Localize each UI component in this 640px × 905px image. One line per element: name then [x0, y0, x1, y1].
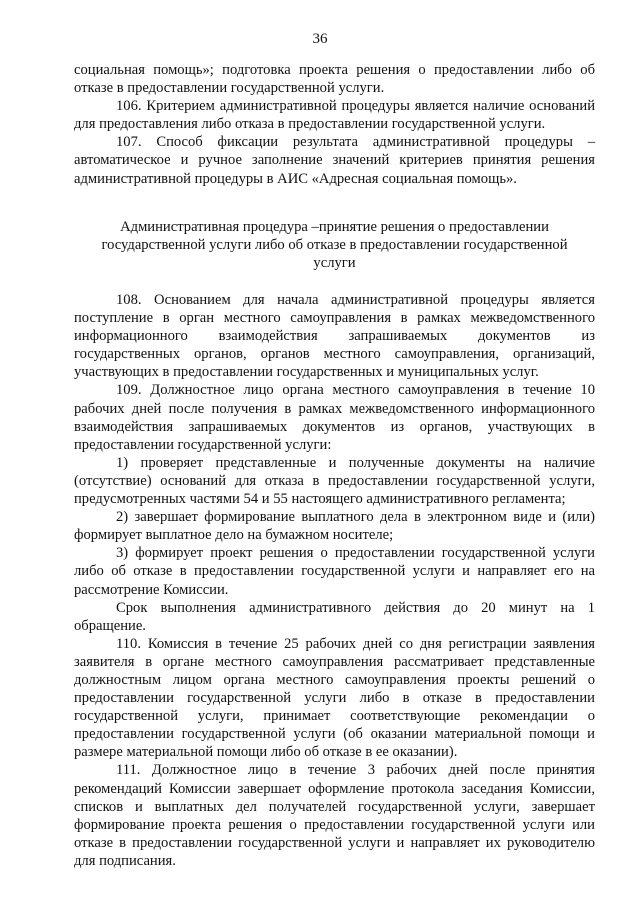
list-item-2: 2) завершает формирование выплатного дела в электронном виде и (или) формирует выплатное дело на бумажном носителе; [74, 509, 595, 544]
text-block-bottom [74, 291, 595, 870]
section-heading-line-1: Административная процедура –принятие решения о предоставлении [120, 219, 549, 235]
list-item-1: 1) проверяет представленные и полученные документы на наличие (отсутствие) оснований для отказа в предоставлении государственной услуги, предусмотренных частями 54 и 55 настоящего административного регламента; [74, 454, 595, 508]
paragraph-109: 109. Должностное лицо органа местного самоуправления в течение 10 рабочих дней после получения в рамках межведомственного информационного взаимодействия запрашиваемых документов из органов, участвующих в предоставлении государственной услуги: [74, 382, 595, 453]
paragraph-111: 111. Должностное лицо в течение 3 рабочих дней после принятия рекомендаций Комиссии завершает оформление протокола заседания Комиссии, списков и выплатных дел получателей государственной услуги, завершает формирование проекта решения о предоставлении государственной услуги или отказе в предоставлении государственной услуги и направляет их руководителю для подписания. [74, 762, 595, 869]
paragraph-107: 107. Способ фиксации результата административной процедуры – автоматическое и ручное заполнение значений критериев принятия решения административной процедуры в АИС «Адресная социальная помощь». [74, 134, 595, 187]
paragraph-108: 108. Основанием для начала административной процедуры является поступление в орган местного самоуправления в рамках межведомственного информационного взаимодействия запрашиваемых документов из государственных органов, органов местного самоуправления, организаций, участвующих в предоставлении государственных и муниципальных услуг. [74, 292, 595, 381]
paragraph-106: 106. Критерием административной процедуры является наличие оснований для предоставления либо отказа в предоставлении государственной услуги. [74, 98, 595, 133]
paragraph-deadline: Срок выполнения административного действия до 20 минут на 1 обращение. [74, 599, 595, 634]
section-heading [74, 218, 595, 272]
section-heading-line-3: услуги [313, 255, 356, 272]
page-number: 36 [312, 31, 328, 47]
paragraph-continuation: социальная помощь»; подготовка проекта решения о предоставлении либо об отказе в предоставлении государственной услуги. [74, 62, 595, 97]
section-heading-line-2: государственной услуги либо об отказе в предоставлении государственной [101, 237, 568, 254]
paragraph-110: 110. Комиссия в течение 25 рабочих дней со дня регистрации заявления заявителя в органе местного самоуправления рассматривает представленные должностным лицом органа местного самоуправления проекты решений о предоставлении государственной услуги либо в отказе в предоставлении государственной услуги, принимает соответствующие рекомендации о предоставлении государственной услуги (об оказании материальной помощи и размере материальной помощи либо об отказе в ее оказании). [74, 635, 595, 761]
list-item-3: 3) формирует проект решения о предоставлении государственной услуги либо об отказе в предоставлении государственной услуги и направляет его на рассмотрение Комиссии. [74, 545, 595, 598]
text-block-top [74, 61, 595, 188]
